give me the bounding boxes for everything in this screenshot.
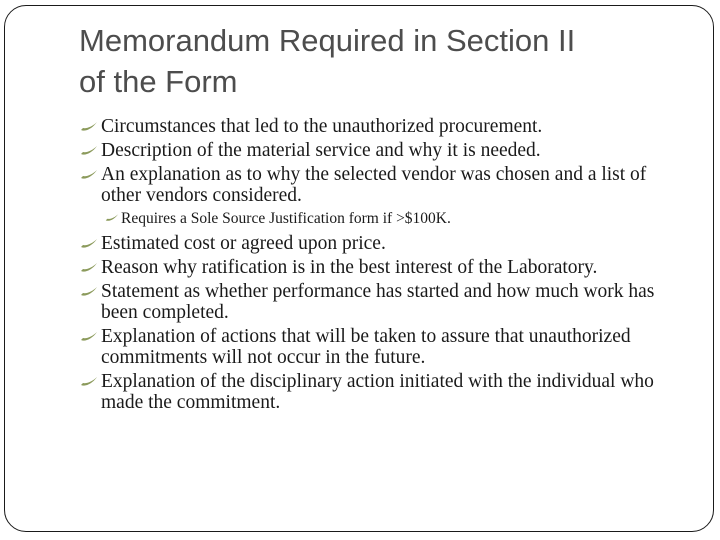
slide-title-line-2: of the Form (79, 64, 238, 99)
bullet-text: Explanation of actions that will be taken to assure that unauthorized commitments will not occur in the future. (101, 326, 631, 368)
swoosh-bullet-icon (80, 262, 98, 274)
bullet-text: Reason why ratification is in the best interest of the Laboratory. (101, 257, 598, 278)
bullet-item (80, 164, 680, 206)
slide-title-line-1: Memorandum Required in Section II (79, 23, 576, 58)
bullet-text: An explanation as to why the selected vendor was chosen and a list of other vendors considered. (101, 164, 647, 206)
bullet-item (80, 326, 680, 368)
bullet-item (80, 233, 680, 254)
bullet-text: Circumstances that led to the unauthorized procurement. (101, 116, 543, 137)
bullet-text: Estimated cost or agreed upon price. (101, 233, 386, 254)
swoosh-bullet-icon (80, 376, 98, 388)
bullet-text: Explanation of the disciplinary action initiated with the individual who made the commitment. (101, 371, 654, 413)
bullet-text: Description of the material service and why it is needed. (101, 140, 541, 161)
bullet-item (80, 257, 680, 278)
swoosh-bullet-icon (80, 238, 98, 250)
sub-bullet-text: Requires a Sole Source Justification form if >$100K. (121, 210, 451, 227)
bullet-text: Statement as whether performance has started and how much work has been completed. (101, 281, 655, 323)
swoosh-bullet-icon (105, 213, 119, 223)
swoosh-bullet-icon (80, 145, 98, 157)
swoosh-bullet-icon (80, 121, 98, 133)
bullet-item (80, 140, 680, 161)
bullet-item (80, 281, 680, 323)
bullet-list (80, 116, 680, 416)
bullet-item (80, 116, 680, 137)
sub-bullet-item (80, 209, 680, 228)
swoosh-bullet-icon (80, 286, 98, 298)
bullet-item (80, 371, 680, 413)
slide-title (79, 20, 679, 102)
swoosh-bullet-icon (80, 169, 98, 181)
swoosh-bullet-icon (80, 331, 98, 343)
